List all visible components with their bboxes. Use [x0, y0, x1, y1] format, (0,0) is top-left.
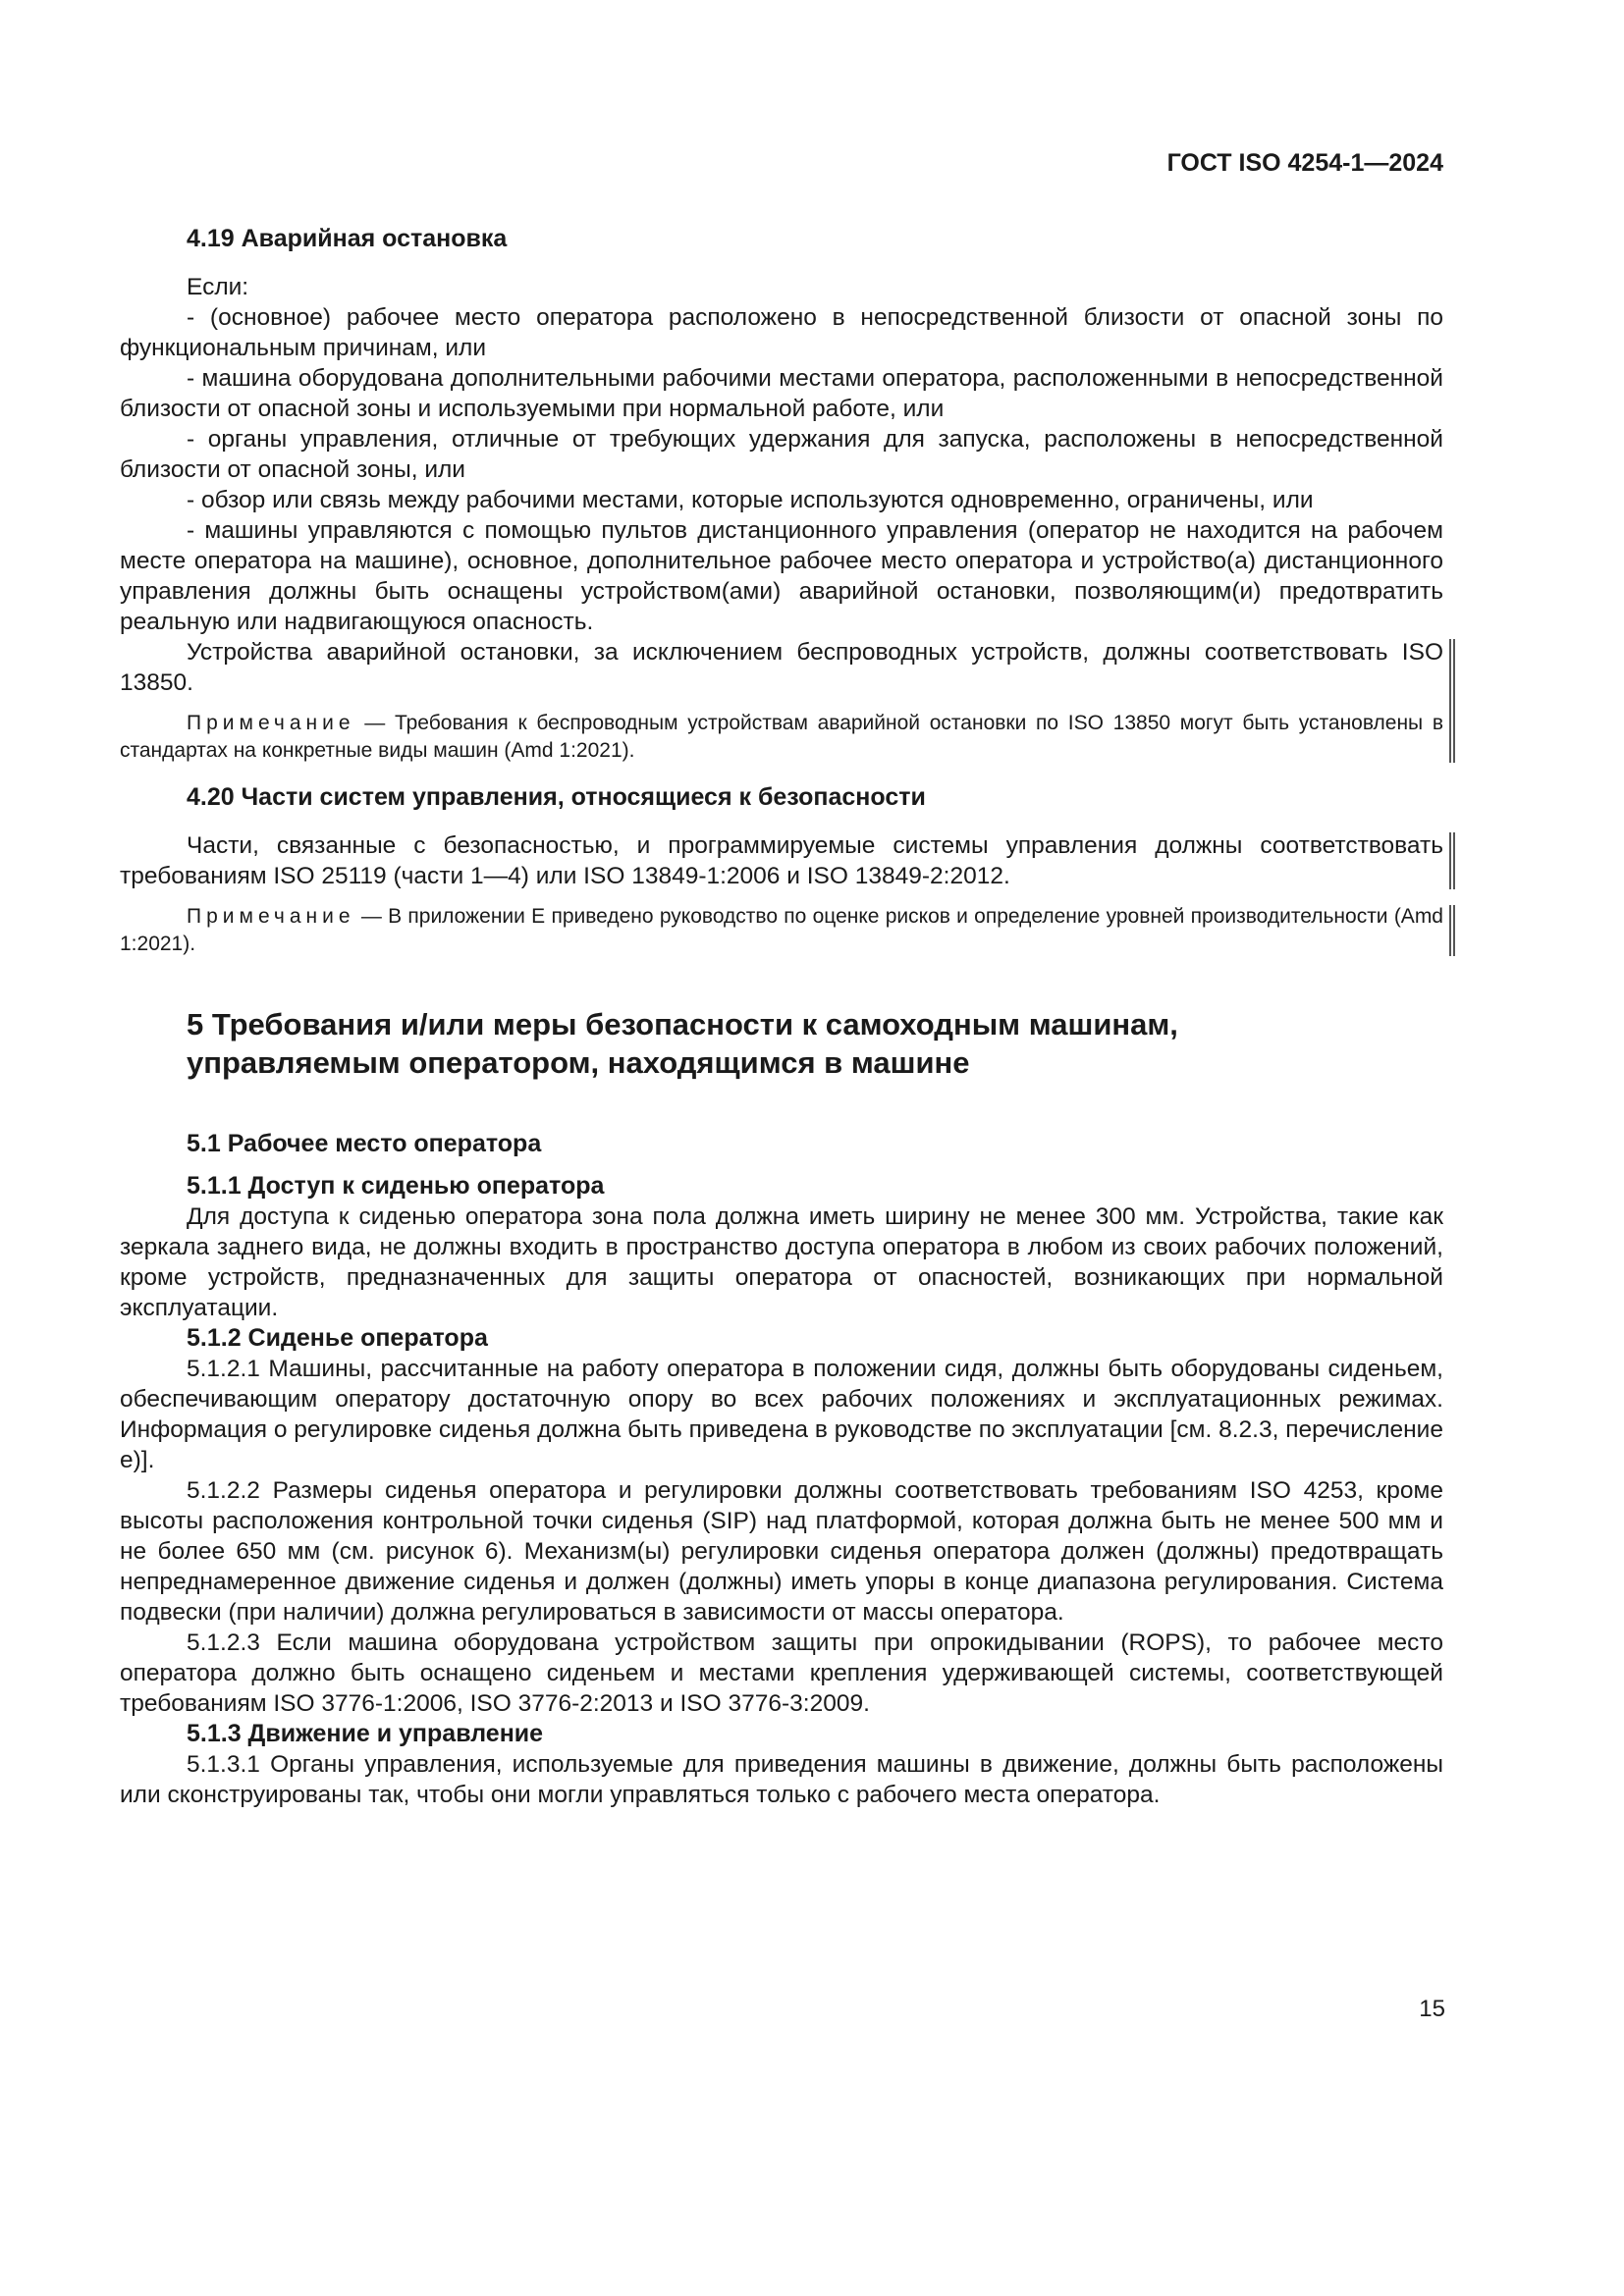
section-5-1-3-heading: 5.1.3 Движение и управление [187, 1720, 544, 1747]
page-content [120, 224, 1443, 1810]
section-5-1-3-1-paragraph: 5.1.3.1 Органы управления, используемые для приведения машины в движение, должны быть расположены или сконструированы так, чтобы они могли управляться только с рабочего места оператора. [120, 1751, 1443, 1808]
change-bar [1449, 639, 1455, 763]
section-4-19-amended-paragraph: Устройства аварийной остановки, за исключением беспроводных устройств, должны соответствовать ISO 13850. [120, 639, 1443, 696]
amendment-block [120, 830, 1443, 891]
note-label: Примечание [187, 905, 355, 928]
section-4-19-heading: 4.19 Аварийная остановка [187, 225, 508, 252]
section-5-1-1-heading: 5.1.1 Доступ к сиденью оператора [187, 1172, 605, 1200]
list-item: - обзор или связь между рабочими местами, которые используются одновременно, ограничены, или [187, 487, 1314, 513]
note-label: Примечание [187, 712, 355, 734]
section-5-1-1-paragraph: Для доступа к сиденью оператора зона пола должна иметь ширину не менее 300 мм. Устройства, такие как зеркала заднего вида, не должны входить в пространство доступа оператора в любом из своих рабочих положений, кроме устройств, предназначенных для защиты оператора от опасностей, возникающих при нормальной эксплуатации. [120, 1203, 1443, 1321]
note-text: — В приложении Е приведено руководство по оценке рисков и определение уровней производительности (Amd 1:2021). [120, 905, 1443, 955]
section-5-1-2-1-paragraph: 5.1.2.1 Машины, рассчитанные на работу оператора в положении сидя, должны быть оборудованы сиденьем, обеспечивающим оператору достаточную опору во всех рабочих положениях и эксплуатационных режимах. Информация о регулировке сиденья должна быть приведена в руководстве по эксплуатации [см. 8.2.3, перечисление е)]. [120, 1356, 1443, 1473]
section-5-heading [120, 1005, 1443, 1082]
change-bar [1449, 832, 1455, 889]
section-5-1-2-heading: 5.1.2 Сиденье оператора [187, 1324, 488, 1352]
section-5-1-2-3-paragraph: 5.1.2.3 Если машина оборудована устройством защиты при опрокидывании (ROPS), то рабочее место оператора должно быть оснащено сиденьем и местами крепления удерживающей системы, соответствующей требованиям ISO 3776-1:2006, ISO 3776-2:2013 и ISO 3776-3:2009. [120, 1629, 1443, 1717]
section-4-19-note [120, 710, 1443, 765]
list-item: - органы управления, отличные от требующих удержания для запуска, расположены в непосредственной близости от опасной зоны, или [120, 426, 1443, 483]
list-item: - машины управляются с помощью пультов дистанционного управления (оператор не находится на рабочем месте оператора на машине), основное, дополнительное рабочее место оператора и устройство(а) дистанционного управления должны быть оснащены устройством(ами) аварийной остановки, позволяющим(и) предотвратить реальную или надвигающуюся опасность. [120, 517, 1443, 635]
section-5-heading-line2: управляемым оператором, находящимся в машине [187, 1045, 970, 1080]
section-4-20-paragraph: Части, связанные с безопасностью, и программируемые системы управления должны соответствовать требованиям ISO 25119 (части 1—4) или ISO 13849-1:2006 и ISO 13849-2:2012. [120, 832, 1443, 889]
section-4-20-note [120, 903, 1443, 958]
page-number: 15 [1419, 1996, 1445, 2022]
list-item: - машина оборудована дополнительными рабочими местами оператора, расположенными в непосредственной близости от опасной зоны и используемыми при нормальной работе, или [120, 365, 1443, 422]
section-5-1-2-2-paragraph: 5.1.2.2 Размеры сиденья оператора и регулировки должны соответствовать требованиям ISO 4253, кроме высоты расположения контрольной точки сиденья (SIP) над платформой, которая должна быть не менее 500 мм и не более 650 мм (см. рисунок 6). Механизм(ы) регулировки сиденья оператора должен (должны) предотвращать непреднамеренное движение сиденья и должен (должны) иметь упоры в конце диапазона регулирования. Система подвески (при наличии) должна регулироваться в зависимости от массы оператора. [120, 1477, 1443, 1626]
section-5-heading-line1: 5 Требования и/или меры безопасности к самоходным машинам, [187, 1007, 1178, 1041]
section-4-20-heading: 4.20 Части систем управления, относящиеся к безопасности [187, 783, 926, 811]
section-4-19-intro: Если: [187, 274, 249, 300]
list-item: - (основное) рабочее место оператора расположено в непосредственной близости от опасной зоны по функциональным причинам, или [120, 304, 1443, 361]
note-text: — Требования к беспроводным устройствам аварийной остановки по ISO 13850 могут быть установлены в стандартах на конкретные виды машин (Amd 1:2021). [120, 712, 1443, 762]
standard-identifier: ГОСТ ISO 4254-1—2024 [1166, 149, 1443, 177]
amendment-block [120, 903, 1443, 958]
change-bar [1449, 905, 1455, 956]
section-5-1-heading: 5.1 Рабочее место оператора [187, 1130, 542, 1157]
amendment-block [120, 637, 1443, 765]
